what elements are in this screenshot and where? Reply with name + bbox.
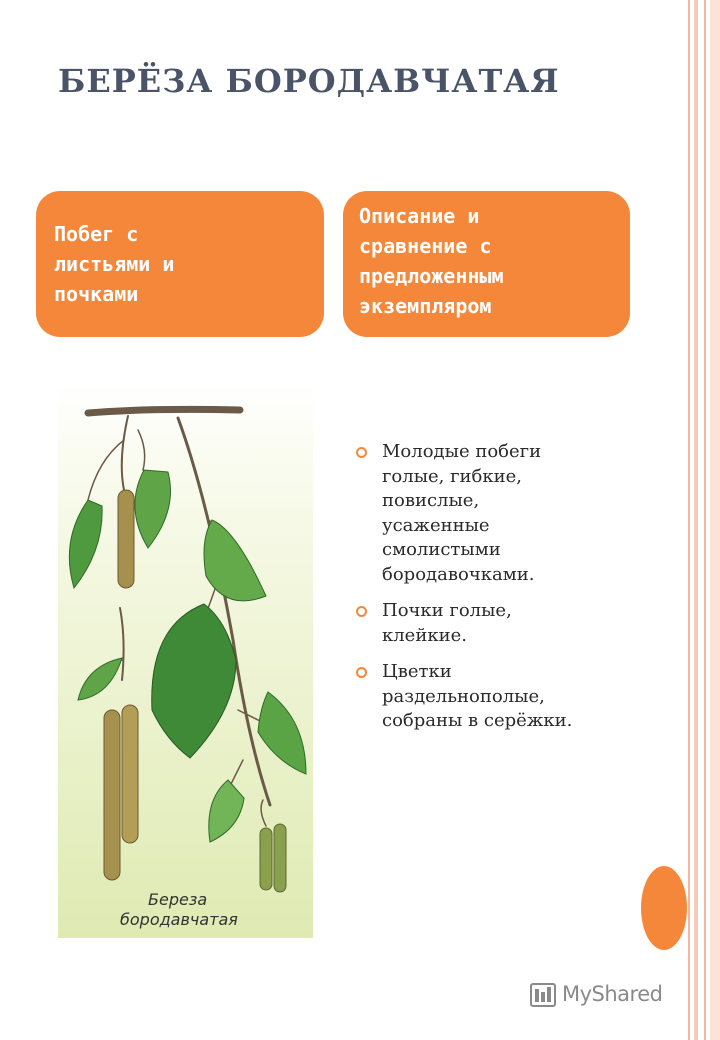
shoot-label-box <box>36 191 324 337</box>
bullet-line: смолистыми <box>382 539 501 560</box>
bullet-line: Молодые побеги <box>382 441 542 462</box>
edge-stripe <box>694 0 698 1040</box>
box-line: предложенным <box>359 264 504 288</box>
bullet-circle-icon <box>356 667 367 678</box>
myshared-logo-icon <box>530 980 556 1008</box>
edge-stripe <box>704 0 706 1040</box>
slide-title: БЕРЁЗА БОРОДАВЧАТАЯ <box>58 62 560 100</box>
bullet-circle-icon <box>356 606 367 617</box>
bullet-line: Почки голые, <box>382 600 512 621</box>
watermark-text: MyShared <box>562 982 663 1006</box>
box-line: экземпляром <box>359 294 492 318</box>
bullet-line: повислые, <box>382 490 480 511</box>
box-line: почками <box>54 282 139 306</box>
box-line: сравнение с <box>359 234 492 258</box>
bullet-item <box>356 440 666 587</box>
description-label-box <box>343 191 630 337</box>
bullet-line: усаженные <box>382 514 490 536</box>
box-line: листьями и <box>54 252 175 276</box>
box-line: Побег с <box>54 222 139 246</box>
bullet-item <box>356 599 666 648</box>
bullet-line: собраны в серёжки. <box>382 710 573 731</box>
bullet-line: бородавочками. <box>382 563 535 585</box>
bullet-line: раздельнополые, <box>382 685 545 707</box>
caption-line: Береза <box>148 890 208 909</box>
edge-stripe <box>688 0 690 1040</box>
bullet-line: клейкие. <box>382 624 467 646</box>
bullet-line: Цветки <box>382 661 452 682</box>
decorative-oval <box>641 866 687 950</box>
box-line: Описание и <box>359 204 480 228</box>
description-list <box>356 440 666 746</box>
bullet-line: голые, гибкие, <box>382 465 523 487</box>
bullet-circle-icon <box>356 447 367 458</box>
caption-line: бородавчатая <box>120 910 238 929</box>
birch-branch-illustration <box>58 380 313 938</box>
myshared-watermark <box>530 978 690 1010</box>
bullet-item <box>356 660 666 734</box>
edge-stripe <box>710 0 720 1040</box>
